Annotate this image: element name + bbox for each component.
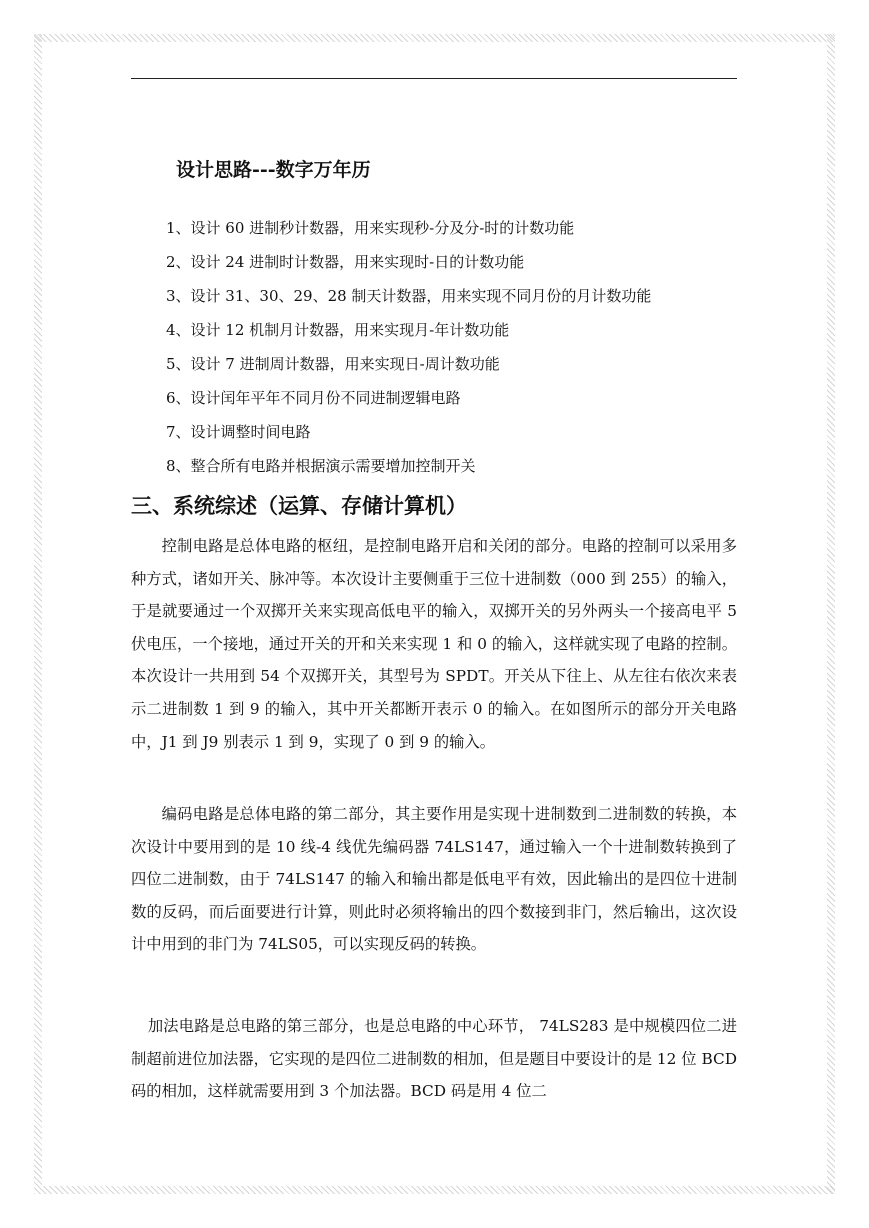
- design-step: 8、整合所有电路并根据演示需要增加控制开关: [166, 457, 476, 475]
- design-idea-heading: 设计思路---数字万年历: [176, 159, 371, 181]
- design-steps-list: [166, 214, 651, 486]
- paragraph-control-circuit: 控制电路是总体电路的枢纽，是控制电路开启和关闭的部分。电路的控制可以采用多种方式，诸如开关、脉冲等。本次设计主要侧重于三位十进制数（000 到 255）的输入，于是就要通过一个双掷开关来实现高低电平的输入，双掷开关的另外两头一个接高电平 5 伏电压，一个接地，通过开关的开和关来实现 1 和 0 的输入，这样就实现了电路的控制。本次设计一共用到 54 个双掷开关，其型号为 SPDT。开关从下往上、从左往右依次来表示二进制数 1 到 9 的输入，其中开关都断开表示 0 的输入。在如图所示的部分开关电路中，J1 到 J9 别表示 1 到 9，实现了 0 到 9 的输入。: [131, 537, 737, 751]
- page-border-bottom: [34, 1186, 835, 1194]
- paragraph-adder-circuit: 加法电路是总电路的第三部分，也是总电路的中心环节， 74LS283 是中规模四位二进制超前进位加法器，它实现的是四位二进制数的相加，但是题目中要设计的是 12 位 BCD 码的相加，这样就需要用到 3 个加法器。BCD 码是用 4 位二: [131, 1017, 737, 1101]
- section-title: 三、系统综述（运算、存储计算机）: [131, 493, 467, 518]
- paragraph-encoding-circuit: 编码电路是总体电路的第二部分，其主要作用是实现十进制数到二进制数的转换，本次设计中要用到的是 10 线-4 线优先编码器 74LS147，通过输入一个十进制数转换到了四位二进制数，由于 74LS147 的输入和输出都是低电平有效，因此输出的是四位十进制数的反码，而后面要进行计算，则此时必须将输出的四个数接到非门，然后输出，这次设计中用到的非门为 74LS05，可以实现反码的转换。: [131, 805, 737, 954]
- design-step: 7、设计调整时间电路: [166, 423, 311, 441]
- page-border-top: [34, 34, 835, 42]
- design-step: 5、设计 7 进制周计数器，用来实现日-周计数功能: [166, 355, 500, 373]
- page-border-left: [34, 34, 42, 1194]
- design-step: 6、设计闰年平年不同月份不同进制逻辑电路: [166, 389, 461, 407]
- design-step: 2、设计 24 进制时计数器，用来实现时-日的计数功能: [166, 253, 525, 271]
- page-border-right: [827, 34, 835, 1194]
- header-rule: [131, 78, 737, 79]
- design-step: 4、设计 12 机制月计数器，用来实现月-年计数功能: [166, 321, 510, 339]
- design-step: 1、设计 60 进制秒计数器，用来实现秒-分及分-时的计数功能: [166, 219, 575, 237]
- design-step: 3、设计 31、30、29、28 制天计数器，用来实现不同月份的月计数功能: [166, 287, 652, 305]
